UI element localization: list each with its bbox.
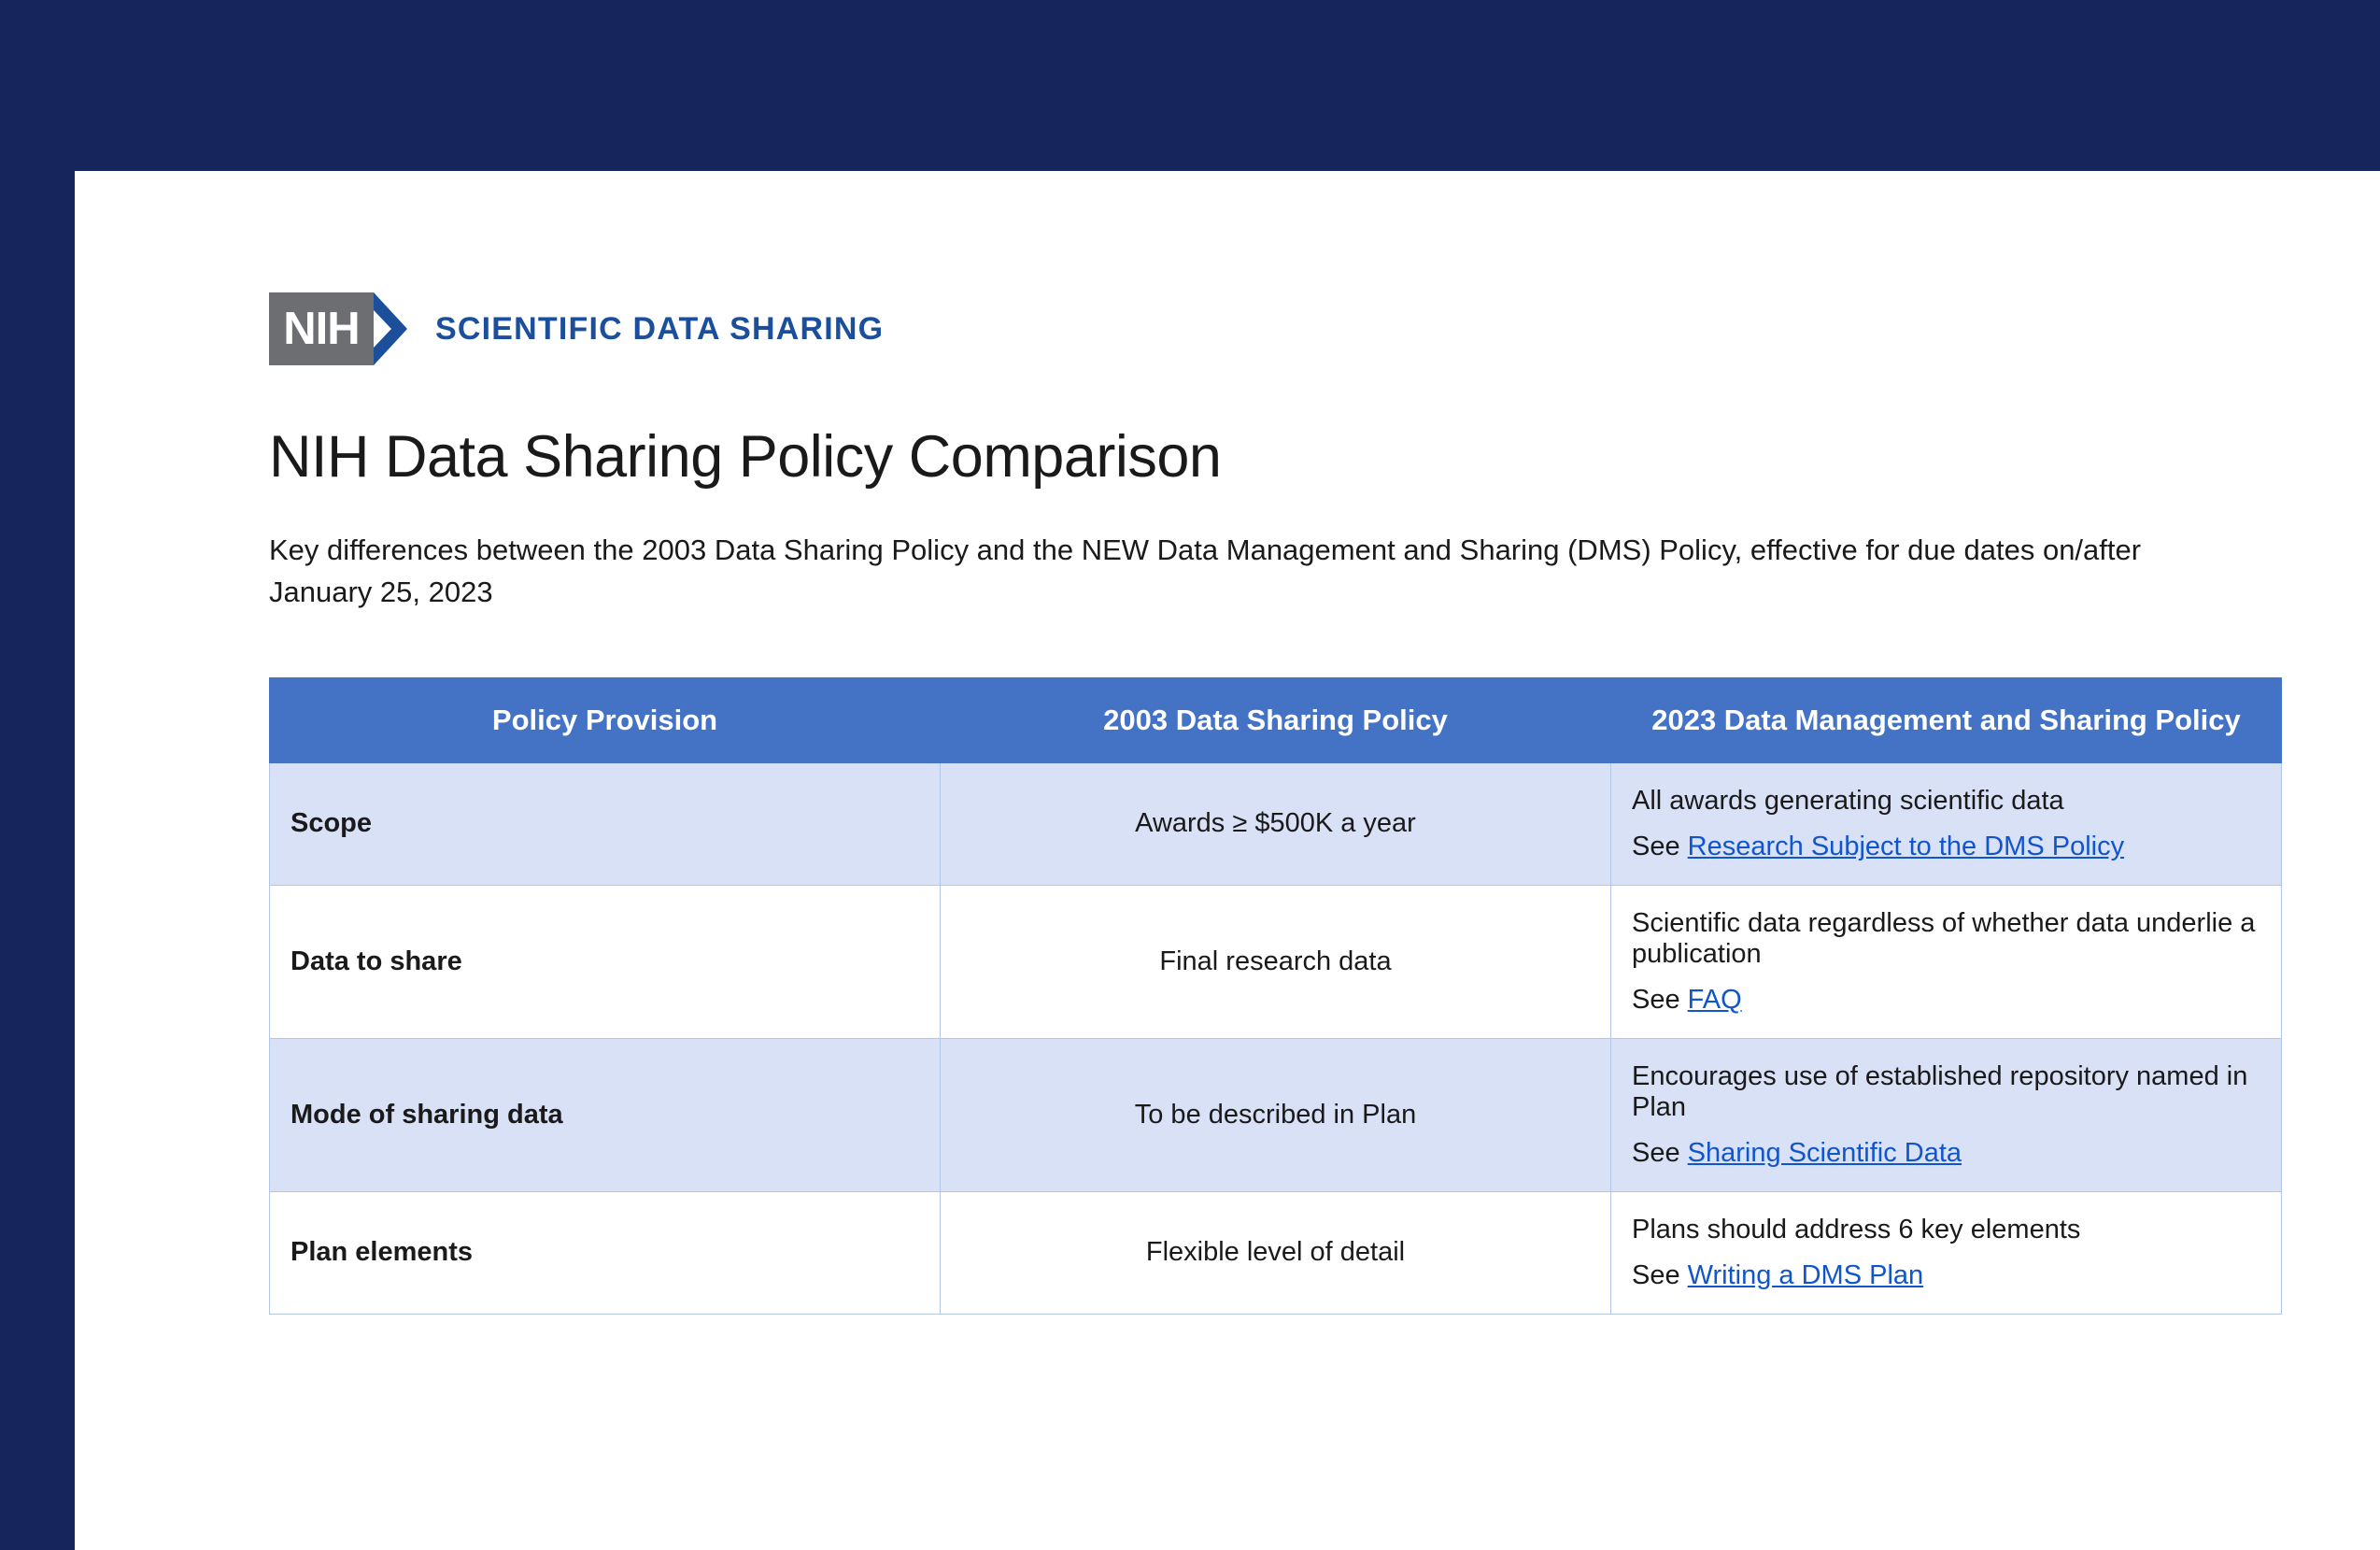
cell-policy-2023-text: Encourages use of established repository named in Plan <box>1632 1060 2248 1122</box>
cell-policy-2023-text: Scientific data regardless of whether data underlie a publication <box>1632 907 2256 969</box>
cell-policy-2003: Awards ≥ $500K a year <box>941 762 1611 885</box>
cell-policy-2003: Final research data <box>941 885 1611 1038</box>
cell-policy-2023 <box>1611 762 2282 885</box>
table-row <box>270 1038 2282 1191</box>
link-sharing-scientific-data[interactable]: Sharing Scientific Data <box>1687 1137 1962 1168</box>
nih-logo-mark <box>269 292 407 365</box>
cell-policy-2023 <box>1611 1038 2282 1191</box>
cell-policy-2023 <box>1611 1191 2282 1314</box>
policy-comparison-table <box>269 677 2282 1315</box>
nih-logo <box>269 292 2380 365</box>
see-label: See <box>1632 1137 1688 1168</box>
column-header-provision: Policy Provision <box>270 677 941 762</box>
chevron-right-icon <box>374 292 407 365</box>
see-label: See <box>1632 1259 1688 1290</box>
link-research-subject-to-dms-policy[interactable]: Research Subject to the DMS Policy <box>1687 831 2125 861</box>
table-row <box>270 885 2282 1038</box>
logo-tagline: SCIENTIFIC DATA SHARING <box>435 310 885 347</box>
cell-provision: Mode of sharing data <box>270 1038 941 1191</box>
cell-policy-2023-reference <box>1632 1138 2260 1169</box>
cell-policy-2003: To be described in Plan <box>941 1038 1611 1191</box>
document-page <box>75 171 2380 1550</box>
page-subtitle: Key differences between the 2003 Data Sharing Policy and the NEW Data Management and Sharing (DMS) Policy, effective for due dates on/after January 25, 2023 <box>269 533 2142 608</box>
page-title: NIH Data Sharing Policy Comparison <box>269 424 1222 490</box>
link-faq[interactable]: FAQ <box>1687 984 1742 1015</box>
column-header-2003: 2003 Data Sharing Policy <box>941 677 1611 762</box>
table-header-row <box>270 677 2282 762</box>
see-label: See <box>1632 984 1688 1015</box>
table-row <box>270 1191 2282 1314</box>
cell-policy-2023-text: Plans should address 6 key elements <box>1632 1214 2081 1244</box>
cell-provision: Data to share <box>270 885 941 1038</box>
cell-policy-2023-reference <box>1632 1260 2260 1291</box>
column-header-2023: 2023 Data Management and Sharing Policy <box>1611 677 2282 762</box>
cell-policy-2003: Flexible level of detail <box>941 1191 1611 1314</box>
cell-policy-2023-reference <box>1632 985 2260 1016</box>
table-row <box>270 762 2282 885</box>
see-label: See <box>1632 831 1688 861</box>
cell-provision: Plan elements <box>270 1191 941 1314</box>
cell-policy-2023 <box>1611 885 2282 1038</box>
cell-policy-2023-text: All awards generating scientific data <box>1632 785 2064 816</box>
cell-policy-2023-reference <box>1632 832 2260 862</box>
cell-provision: Scope <box>270 762 941 885</box>
nih-logo-text: NIH <box>269 292 374 365</box>
link-writing-a-dms-plan[interactable]: Writing a DMS Plan <box>1687 1259 1924 1290</box>
